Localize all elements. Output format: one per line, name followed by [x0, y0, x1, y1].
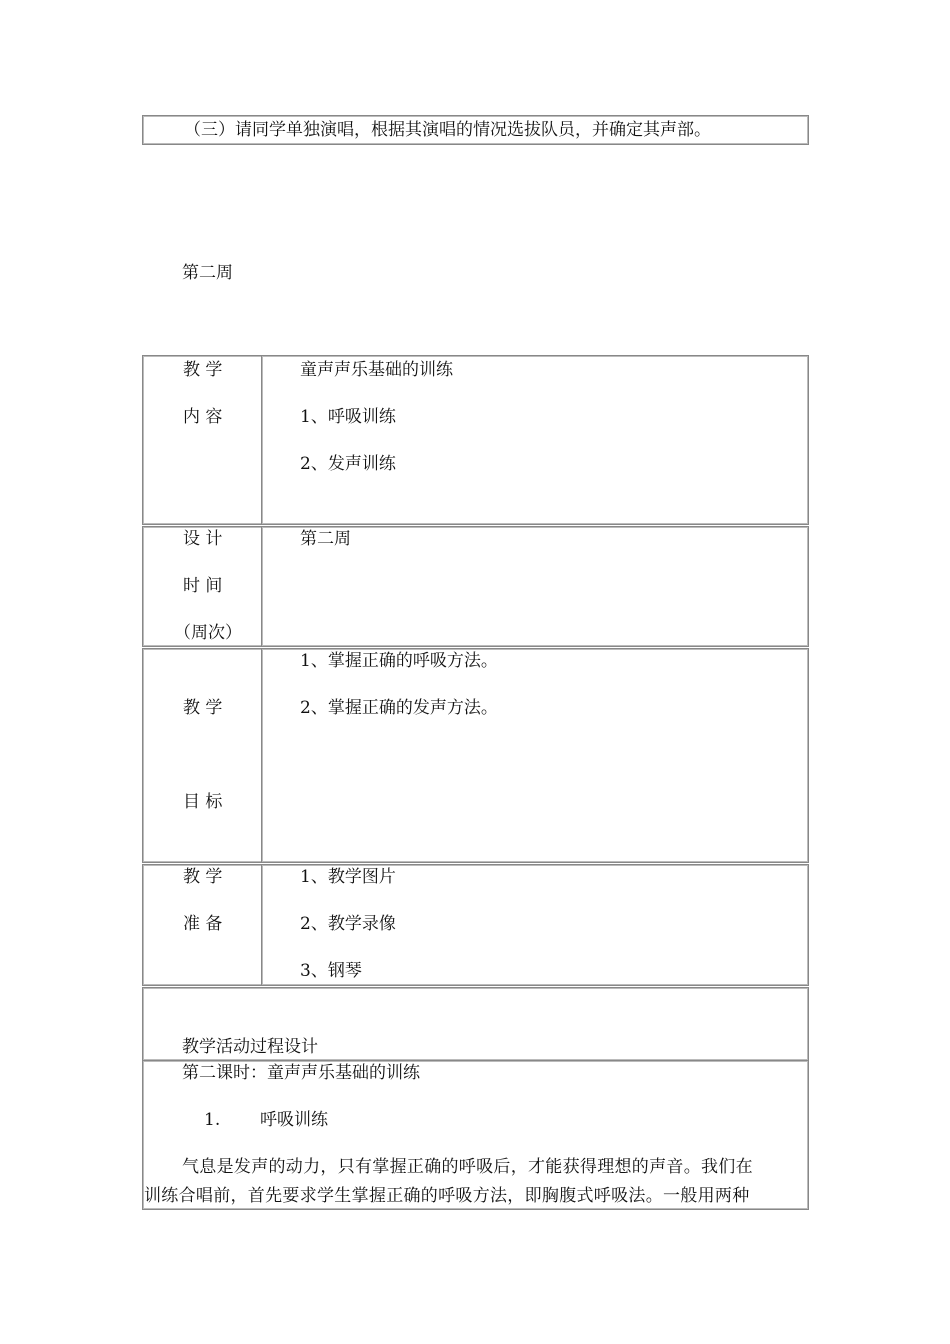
- content-line-0: 童声声乐基础的训练: [300, 360, 453, 380]
- time-label-3: （周次）: [174, 623, 242, 643]
- prep-line-0: 1、教学图片: [300, 867, 396, 887]
- lesson-item-num: 1.: [204, 1110, 221, 1130]
- goal-label-1: 教 学: [183, 698, 223, 718]
- row-goal-value-cell: [261, 648, 809, 863]
- prep-line-2: 3、钢琴: [300, 961, 362, 981]
- content-label-2: 内 容: [183, 407, 223, 427]
- lesson-paragraph-line-1: 气息是发声的动力，只有掌握正确的呼吸后，才能获得理想的声音。我们在: [182, 1157, 753, 1177]
- lesson-item-label: 呼吸训练: [260, 1110, 328, 1130]
- row-content-value-cell: [261, 355, 809, 525]
- content-line-1: 1、呼吸训练: [300, 407, 396, 427]
- goal-line-0: 1、掌握正确的呼吸方法。: [300, 651, 498, 671]
- goal-line-1: 2、掌握正确的发声方法。: [300, 698, 498, 718]
- goal-label-2: 目 标: [183, 792, 223, 812]
- top-row-text: （三）请同学单独演唱，根据其演唱的情况选拔队员，并确定其声部。: [184, 120, 711, 140]
- lesson-title: 第二课时：童声声乐基础的训练: [182, 1063, 420, 1083]
- week-heading: 第二周: [182, 263, 233, 283]
- content-line-2: 2、发声训练: [300, 454, 396, 474]
- time-value: 第二周: [300, 529, 351, 549]
- prep-line-1: 2、教学录像: [300, 914, 396, 934]
- process-title: 教学活动过程设计: [182, 1037, 318, 1057]
- content-label-1: 教 学: [183, 360, 223, 380]
- time-label-2: 时 间: [183, 576, 223, 596]
- lesson-paragraph-line-2: 训练合唱前，首先要求学生掌握正确的呼吸方法，即胸腹式呼吸法。一般用两种: [144, 1186, 750, 1206]
- row-content-label-cell: [142, 355, 263, 525]
- time-label-1: 设 计: [183, 529, 223, 549]
- prep-label-2: 准 备: [183, 914, 223, 934]
- row-goal-label-cell: [142, 648, 263, 863]
- prep-label-1: 教 学: [183, 867, 223, 887]
